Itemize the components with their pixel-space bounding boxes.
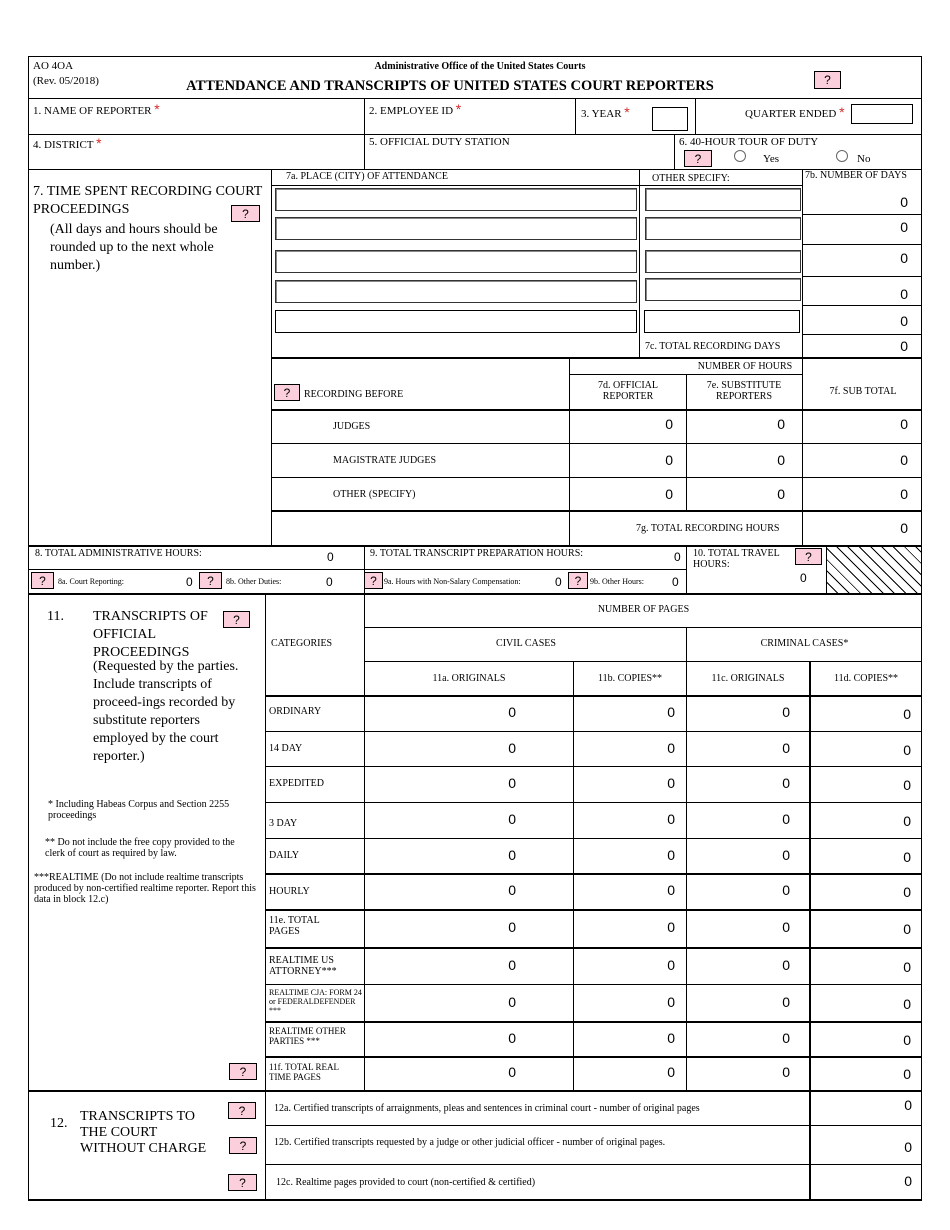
recording-before-label: RECORDING BEFORE — [304, 389, 404, 400]
magistrate-substitute-value[interactable]: 0 — [777, 452, 785, 468]
court-reporting-label: 8a. Court Reporting: — [58, 577, 124, 586]
quarter-ended-label — [745, 106, 845, 120]
other-specify-label: OTHER SPECIFY: — [652, 173, 730, 184]
14-day-b-value[interactable]: 0 — [667, 740, 675, 756]
duty-station-label: 5. OFFICIAL DUTY STATION — [369, 136, 510, 148]
form-id: AO 4OA — [33, 60, 74, 72]
realtime-cja-c-value[interactable]: 0 — [782, 994, 790, 1010]
section12b-value[interactable]: 0 — [904, 1139, 912, 1155]
hourly-c-value[interactable]: 0 — [782, 882, 790, 898]
ordinary-a-value[interactable]: 0 — [508, 704, 516, 720]
row-label-realtime-cja: REALTIME CJA: FORM 24 or FEDERALDEFENDER *** — [269, 988, 362, 1015]
daily-c-value[interactable]: 0 — [782, 847, 790, 863]
days-value-4[interactable]: 0 — [900, 286, 908, 302]
realtime-cja-a-value[interactable]: 0 — [508, 994, 516, 1010]
section7-title: 7. TIME SPENT RECORDING COURT PROCEEDINGS — [33, 184, 263, 217]
admin-hours-value: 0 — [327, 550, 334, 564]
row-label-14-day: 14 DAY — [269, 743, 303, 754]
official-reporter-header: 7d. OFFICIAL REPORTER — [597, 380, 658, 402]
substitute-reporters-header: 7e. SUBSTITUTE REPORTERS — [706, 380, 782, 402]
total-recording-hours-label: 7g. TOTAL RECORDING HOURS — [636, 523, 780, 534]
expedited-a-value[interactable]: 0 — [508, 775, 516, 791]
section12-number: 12. — [50, 1116, 68, 1131]
year-label — [581, 106, 630, 120]
required-mark: * — [839, 104, 845, 120]
expedited-b-value[interactable]: 0 — [667, 775, 675, 791]
days-value-5[interactable]: 0 — [900, 313, 908, 329]
14-day-c-value[interactable]: 0 — [782, 740, 790, 756]
place-input-2[interactable] — [275, 217, 637, 240]
tour-yes-radio[interactable] — [734, 150, 746, 162]
civil-copies-header: 11b. COPIES** — [597, 673, 663, 684]
other-hours-value[interactable]: 0 — [672, 575, 679, 589]
place-input-5[interactable] — [275, 310, 637, 333]
row-divider — [265, 1021, 922, 1023]
section12c-value[interactable]: 0 — [904, 1173, 912, 1189]
admin-hours-label: 8. TOTAL ADMINISTRATIVE HOURS: — [35, 548, 202, 559]
district-label — [33, 137, 102, 151]
place-input-4[interactable] — [275, 280, 637, 303]
row-divider — [265, 802, 922, 803]
hourly-b-value[interactable]: 0 — [667, 882, 675, 898]
realtime-us-attorney-b-value[interactable]: 0 — [667, 957, 675, 973]
categories-header: CATEGORIES — [271, 638, 333, 649]
other-duties-help-button[interactable]: ? — [199, 572, 222, 589]
civil-cases-header: CIVIL CASES — [496, 638, 556, 649]
total-pages-b-value: 0 — [667, 919, 675, 935]
realtime-other-parties-c-value[interactable]: 0 — [782, 1030, 790, 1046]
total-realtime-pages-d-value: 0 — [903, 1066, 911, 1082]
row-label-hourly: HOURLY — [269, 886, 310, 897]
travel-help-button[interactable]: ? — [795, 548, 822, 565]
total-pages-c-value: 0 — [782, 919, 790, 935]
tour-help-button[interactable]: ? — [684, 150, 712, 167]
daily-d-value[interactable]: 0 — [903, 849, 911, 865]
other-input-5[interactable] — [644, 310, 800, 333]
row-label-total-realtime-pages: 11f. TOTAL REAL TIME PAGES — [269, 1062, 339, 1082]
tour-no-radio[interactable] — [836, 150, 848, 162]
row-label-total-pages: 11e. TOTAL PAGES — [269, 915, 320, 937]
section12a-help-button[interactable]: ? — [228, 1102, 256, 1119]
year-text: 3. YEAR — [581, 108, 622, 120]
form-revision: (Rev. 05/2018) — [33, 75, 99, 87]
total-recording-days-label: 7c. TOTAL RECORDING DAYS — [645, 341, 781, 352]
3-day-c-value[interactable]: 0 — [782, 811, 790, 827]
reporter-name-text: 1. NAME OF REPORTER — [33, 105, 152, 117]
total-realtime-pages-c-value: 0 — [782, 1064, 790, 1080]
other-substitute-value[interactable]: 0 — [777, 486, 785, 502]
hourly-d-value[interactable]: 0 — [903, 884, 911, 900]
other-input-2[interactable] — [645, 217, 801, 240]
row-divider — [265, 766, 922, 767]
expedited-d-value[interactable]: 0 — [903, 777, 911, 793]
realtime-cja-d-value[interactable]: 0 — [903, 996, 911, 1012]
row-label-realtime-other-parties: REALTIME OTHER PARTIES *** — [269, 1026, 346, 1046]
subtotal-header: 7f. SUB TOTAL — [829, 386, 897, 397]
daily-a-value[interactable]: 0 — [508, 847, 516, 863]
section11-help-button[interactable]: ? — [223, 611, 250, 628]
total-recording-days-value[interactable]: 0 — [900, 338, 908, 354]
row-label-daily: DAILY — [269, 850, 300, 861]
section12-title: TRANSCRIPTS TO THE COURT WITHOUT CHARGE — [80, 1109, 207, 1156]
realtime-help-button[interactable]: ? — [229, 1063, 257, 1080]
transcript-prep-value: 0 — [674, 550, 681, 564]
tour-of-duty-label: 6. 40-HOUR TOUR OF DUTY — [679, 136, 819, 148]
section7-help-button[interactable]: ? — [231, 205, 260, 222]
footnote-habeas: * Including Habeas Corpus and Section 2255 proceedings — [48, 799, 230, 821]
hours-row-label: JUDGES — [333, 421, 371, 432]
required-mark: * — [624, 104, 630, 120]
14-day-a-value[interactable]: 0 — [508, 740, 516, 756]
section12b-label: 12b. Certified transcripts requested by a judge or other judicial officer - number of original pages. — [274, 1137, 666, 1148]
judges-official-value[interactable]: 0 — [665, 416, 673, 432]
row-label-expedited: EXPEDITED — [269, 778, 324, 789]
total-recording-hours-value: 0 — [900, 520, 908, 536]
header-help-button[interactable]: ? — [814, 71, 841, 89]
non-salary-help-button[interactable]: ? — [364, 572, 383, 589]
year-input[interactable] — [652, 107, 688, 131]
footnote-realtime: ***REALTIME (Do not include realtime transcripts produced by non-certified realtime reporter. Report this data in block 12.c) — [34, 872, 256, 905]
hours-header: NUMBER OF HOURS — [697, 361, 793, 372]
reporter-name-label — [33, 103, 160, 117]
expedited-c-value[interactable]: 0 — [782, 775, 790, 791]
days-value-1[interactable]: 0 — [900, 194, 908, 210]
days-value-3[interactable]: 0 — [900, 250, 908, 266]
criminal-copies-header: 11d. COPIES** — [833, 673, 899, 684]
other-input-1[interactable] — [645, 188, 801, 211]
hours-row-label: OTHER (SPECIFY) — [333, 489, 416, 500]
tour-no-label: No — [857, 153, 871, 165]
section11-note: (Requested by the parties. Include transcripts of proceed-ings recorded by substitute reporters employed by the court reporter.) — [93, 659, 239, 764]
criminal-cases-header: CRIMINAL CASES* — [760, 638, 849, 649]
3-day-d-value[interactable]: 0 — [903, 813, 911, 829]
total-pages-d-value: 0 — [903, 921, 911, 937]
judges-substitute-value[interactable]: 0 — [777, 416, 785, 432]
footnote-free-copy: ** Do not include the free copy provided to the clerk of court as required by law. — [45, 837, 235, 859]
row-divider — [265, 731, 922, 732]
court-reporting-help-button[interactable]: ? — [31, 572, 54, 589]
section12b-help-button[interactable]: ? — [229, 1137, 257, 1154]
row-divider — [265, 909, 922, 911]
recording-before-help-button[interactable]: ? — [274, 384, 300, 401]
required-mark: * — [96, 135, 102, 151]
row-divider — [265, 873, 922, 875]
section12a-label: 12a. Certified transcripts of arraignments, pleas and sentences in criminal court - number of original pages — [274, 1103, 700, 1114]
travel-hatch-area — [827, 547, 921, 593]
realtime-cja-b-value[interactable]: 0 — [667, 994, 675, 1010]
row-label-realtime-us-attorney: REALTIME US ATTORNEY*** — [269, 955, 337, 977]
realtime-us-attorney-d-value[interactable]: 0 — [903, 959, 911, 975]
section12c-label: 12c. Realtime pages provided to court (non-certified & certified) — [276, 1177, 536, 1188]
realtime-us-attorney-a-value[interactable]: 0 — [508, 957, 516, 973]
hourly-a-value[interactable]: 0 — [508, 882, 516, 898]
magistrate-official-value[interactable]: 0 — [665, 452, 673, 468]
other-hours-label: 9b. Other Hours: — [590, 577, 644, 586]
section11-number: 11. — [47, 609, 64, 624]
criminal-originals-header: 11c. ORIGINALS — [711, 673, 785, 684]
other-duties-value[interactable]: 0 — [326, 575, 333, 589]
total-realtime-pages-b-value: 0 — [667, 1064, 675, 1080]
row-divider — [265, 838, 922, 839]
other-official-value[interactable]: 0 — [665, 486, 673, 502]
tour-yes-label: Yes — [763, 153, 780, 165]
other-input-4[interactable] — [645, 278, 801, 301]
section12a-value[interactable]: 0 — [904, 1097, 912, 1113]
realtime-other-parties-b-value[interactable]: 0 — [667, 1030, 675, 1046]
travel-hours-label: 10. TOTAL TRAVEL HOURS: — [693, 548, 780, 570]
row-label-3-day: 3 DAY — [269, 818, 298, 829]
number-of-days-label: 7b. NUMBER OF DAYS — [805, 170, 907, 181]
non-salary-label: 9a. Hours with Non-Salary Compensation: — [384, 577, 521, 586]
realtime-other-parties-d-value[interactable]: 0 — [903, 1032, 911, 1048]
3-day-b-value[interactable]: 0 — [667, 811, 675, 827]
other-input-3[interactable] — [645, 250, 801, 273]
quarter-ended-input[interactable] — [851, 104, 913, 124]
magistrate-subtotal-value: 0 — [900, 452, 908, 468]
row-divider — [265, 984, 922, 985]
court-reporting-value[interactable]: 0 — [186, 575, 193, 589]
ordinary-c-value[interactable]: 0 — [782, 704, 790, 720]
place-input-1[interactable] — [275, 188, 637, 211]
other-duties-label: 8b. Other Duties: — [226, 577, 282, 586]
total-realtime-pages-a-value: 0 — [508, 1064, 516, 1080]
section11-title: TRANSCRIPTS OF OFFICIAL PROCEEDINGS — [93, 609, 208, 660]
row-divider — [265, 1056, 922, 1058]
other-hours-help-button[interactable]: ? — [568, 572, 588, 589]
hours-row-label: MAGISTRATE JUDGES — [333, 455, 437, 466]
transcript-prep-label: 9. TOTAL TRANSCRIPT PREPARATION HOURS: — [370, 548, 584, 559]
14-day-d-value[interactable]: 0 — [903, 742, 911, 758]
travel-hours-value[interactable]: 0 — [800, 571, 807, 585]
daily-b-value[interactable]: 0 — [667, 847, 675, 863]
row-divider — [265, 947, 922, 949]
judges-subtotal-value: 0 — [900, 416, 908, 432]
section12c-help-button[interactable]: ? — [228, 1174, 257, 1191]
ordinary-b-value[interactable]: 0 — [667, 704, 675, 720]
number-of-pages-header: NUMBER OF PAGES — [597, 604, 690, 615]
other-subtotal-value: 0 — [900, 486, 908, 502]
district-text: 4. DISTRICT — [33, 139, 94, 151]
employee-id-label — [369, 103, 461, 117]
days-value-2[interactable]: 0 — [900, 219, 908, 235]
row-label-ordinary: ORDINARY — [269, 706, 322, 717]
required-mark: * — [154, 101, 160, 117]
3-day-a-value[interactable]: 0 — [508, 811, 516, 827]
place-attendance-label: 7a. PLACE (CITY) OF ATTENDANCE — [286, 171, 448, 182]
employee-id-text: 2. EMPLOYEE ID — [369, 105, 454, 117]
required-mark: * — [455, 101, 462, 117]
civil-originals-header: 11a. ORIGINALS — [432, 673, 506, 684]
non-salary-value[interactable]: 0 — [555, 575, 562, 589]
realtime-us-attorney-c-value[interactable]: 0 — [782, 957, 790, 973]
place-input-3[interactable] — [275, 250, 637, 273]
ordinary-d-value[interactable]: 0 — [903, 706, 911, 722]
agency-name: Administrative Office of the United States Courts — [374, 61, 586, 72]
section7-note: (All days and hours should be rounded up to the next whole number.) — [50, 222, 218, 273]
quarter-ended-text: QUARTER ENDED — [745, 108, 837, 120]
total-pages-a-value: 0 — [508, 919, 516, 935]
realtime-other-parties-a-value[interactable]: 0 — [508, 1030, 516, 1046]
form-title: ATTENDANCE AND TRANSCRIPTS OF UNITED STATES COURT REPORTERS — [186, 78, 714, 94]
